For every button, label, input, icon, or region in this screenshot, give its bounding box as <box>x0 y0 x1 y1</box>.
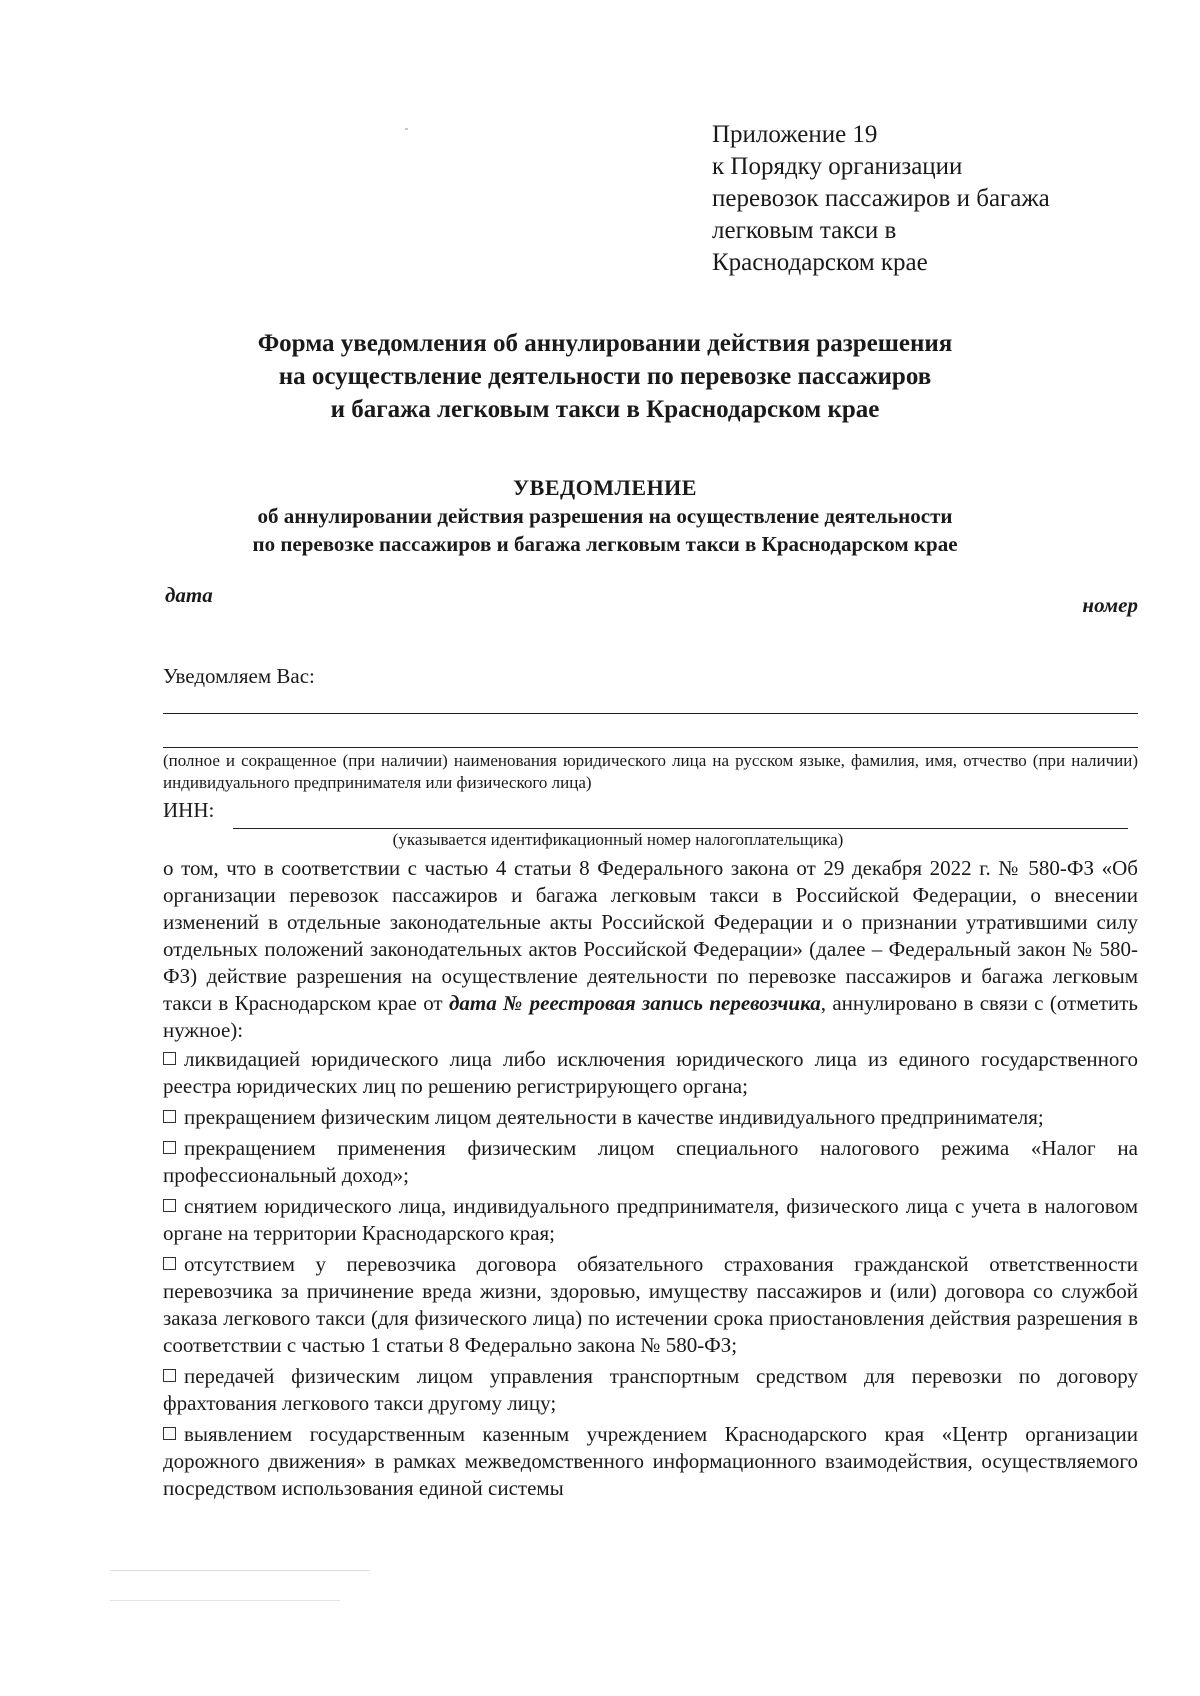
inn-line <box>233 828 1128 829</box>
option-item <box>163 1421 1138 1502</box>
notice-heading <box>150 474 1060 558</box>
main-text-end: , аннулировано в связи с (отметить нужное): <box>163 991 1138 1042</box>
org-name-line-1 <box>163 713 1138 714</box>
form-title-line: и багажа легковым такси в Краснодарском крае <box>330 396 880 423</box>
checkbox-icon <box>163 1199 176 1212</box>
option-text: отсутствием у перевозчика договора обязательного страхования гражданской ответственности перевозчика за причинение вреда жизни, здоровью, имуществу пассажиров и (или) договора со службой заказа легкового такси (для физического лица) по истечении срока приостановления действия разрешения в соответствии с частью 1 статьи 8 Федерально закона № 580-ФЗ; <box>163 1252 1138 1357</box>
inn-label: ИНН: <box>163 798 215 822</box>
option-text: снятием юридического лица, индивидуального предпринимателя, физического лица с учета в налоговом органе на территории Краснодарского края; <box>163 1194 1138 1245</box>
scan-noise <box>110 1570 370 1571</box>
appendix-line: легковым такси в <box>712 217 897 244</box>
checkbox-icon <box>163 1427 176 1440</box>
date-label: дата <box>165 583 213 607</box>
org-caption: (полное и сокращенное (при наличии) наименования юридического лица на русском языке, фамилия, имя, отчество (при наличии) индивидуального предпринимателя или физического лица) <box>163 751 1138 792</box>
notice-subtitle-line: по перевозке пассажиров и багажа легковым такси в Краснодарском крае <box>252 532 958 556</box>
org-name-line-2 <box>163 747 1138 748</box>
scan-speck <box>405 128 408 130</box>
form-title-line: Форма уведомления об аннулировании действия разрешения <box>257 330 953 357</box>
option-item <box>163 1135 1138 1189</box>
option-item <box>163 1104 1138 1131</box>
appendix-line: Приложение 19 <box>712 121 878 148</box>
appendix-line: перевозок пассажиров и багажа <box>712 185 1050 212</box>
scan-noise <box>110 1600 340 1601</box>
option-text: передачей физическим лицом управления транспортным средством для перевозки по договору фрахтования легкового такси другому лицу; <box>163 1364 1138 1415</box>
registry-record-placeholder: дата № реестровая запись перевозчика <box>448 991 821 1015</box>
checkbox-icon <box>163 1141 176 1154</box>
notice-title: УВЕДОМЛЕНИЕ <box>513 475 697 500</box>
option-item <box>163 1363 1138 1417</box>
checkbox-icon <box>163 1257 176 1270</box>
option-text: прекращением физическим лицом деятельности в качестве индивидуального предпринимателя; <box>184 1105 1044 1129</box>
option-item <box>163 1046 1138 1100</box>
main-paragraph <box>163 855 1138 1044</box>
option-text: выявлением государственным казенным учреждением Краснодарского края «Центр организации дорожного движения» в рамках межведомственного информационного взаимодействия, осуществляемого посредством использования единой системы <box>163 1422 1138 1500</box>
option-text: ликвидацией юридического лица либо исключения юридического лица из единого государственного реестра юридических лиц по решению регистрирующего органа; <box>163 1047 1138 1098</box>
checkbox-icon <box>163 1369 176 1382</box>
option-item <box>163 1251 1138 1359</box>
main-text-start: о том, что в соответствии с частью 4 статьи 8 Федерального закона от 29 декабря 2022 г. № 580-ФЗ «Об организации перевозок пассажиров и багажа легковым такси в Российской Федерации, о внесении изменений в отдельные законодательные акты Российской Федерации и о признании утратившими силу отдельных положений законодательных актов Российской Федерации» (далее – Федеральный закон № 580-ФЗ) действие разрешения на осуществление деятельности по перевозке пассажиров и багажа легковым такси в Краснодарском крае от <box>163 856 1138 1015</box>
appendix-note <box>712 119 1152 279</box>
inn-caption: (указывается идентификационный номер налогоплательщика) <box>392 830 844 849</box>
checkbox-icon <box>163 1110 176 1123</box>
option-item <box>163 1193 1138 1247</box>
appendix-line: к Порядку организации <box>712 153 963 180</box>
notify-label: Уведомляем Вас: <box>163 664 315 688</box>
checkbox-icon <box>163 1052 176 1065</box>
appendix-line: Краснодарском крае <box>712 249 928 276</box>
number-label: номер <box>1082 593 1138 617</box>
form-title <box>150 327 1060 426</box>
option-text: прекращением применения физическим лицом специального налогового режима «Налог на профессиональный доход»; <box>163 1136 1138 1187</box>
notice-subtitle-line: об аннулировании действия разрешения на осуществление деятельности <box>257 504 953 528</box>
form-title-line: на осуществление деятельности по перевозке пассажиров <box>278 363 932 390</box>
notice-body <box>163 855 1138 1506</box>
